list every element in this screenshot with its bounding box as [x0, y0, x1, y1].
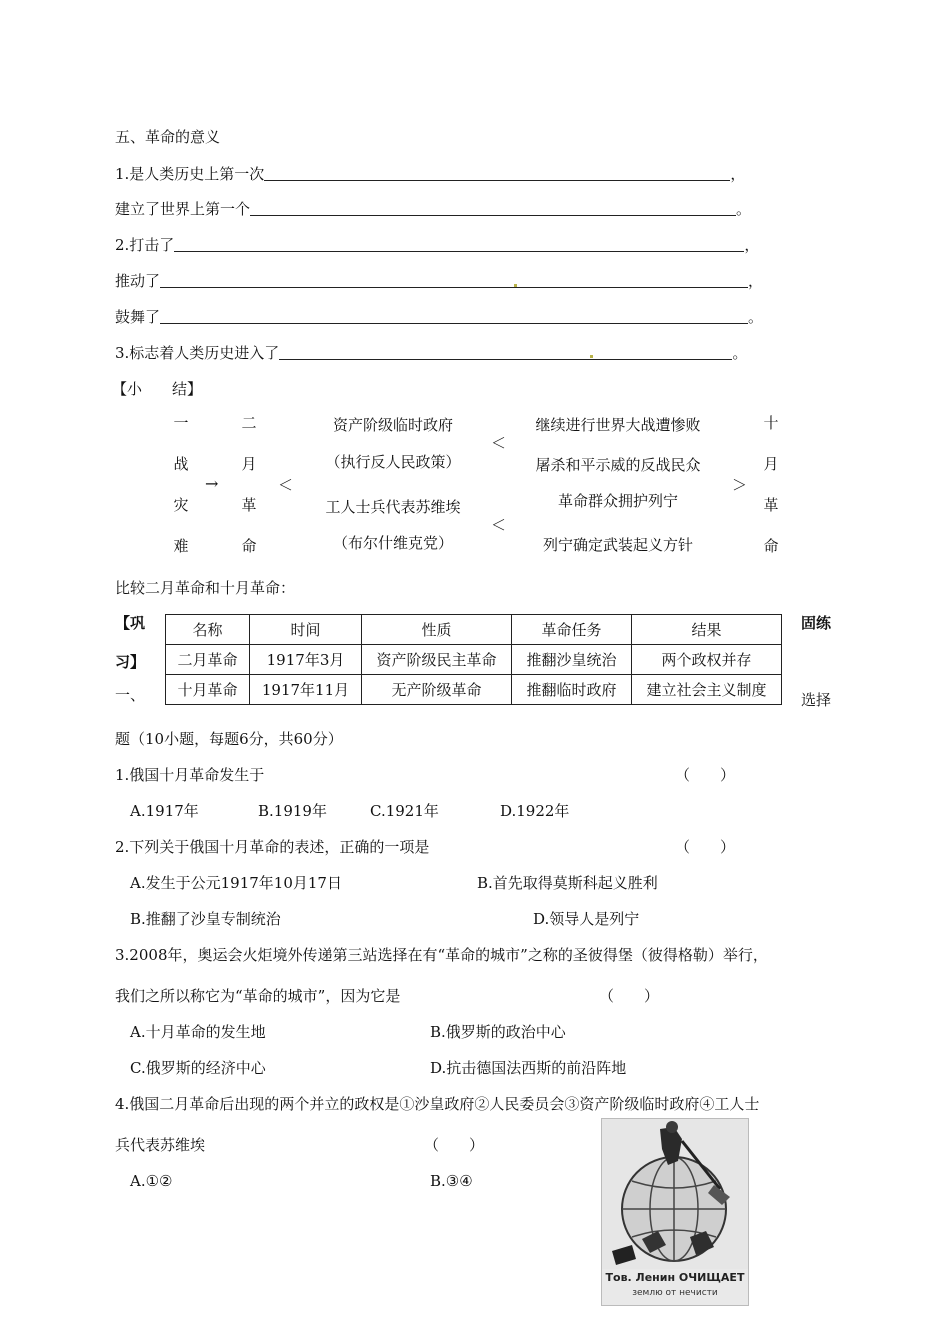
option-c[interactable]: C.1921年 — [370, 802, 439, 820]
question-2: 2.下列关于俄国十月革命的表述，正确的一项是 — [115, 838, 430, 856]
meaning-line-3 — [115, 235, 759, 255]
globe-illustration — [602, 1119, 748, 1269]
meaning-line-6 — [115, 343, 747, 363]
punct: 。 — [748, 308, 764, 326]
char: 灾 — [173, 496, 189, 514]
brace-less-than: ＜ — [278, 476, 294, 494]
branch-soviet-note: （布尔什维克党） — [332, 534, 453, 552]
table-row — [166, 645, 782, 675]
option-b[interactable]: B.首先取得莫斯科起义胜利 — [477, 874, 658, 892]
char: 命 — [763, 537, 779, 555]
compare-title: 比较二月革命和十月革命： — [115, 579, 296, 597]
option-b[interactable]: B.推翻了沙皇专制统治 — [130, 910, 281, 928]
answer-paren[interactable]: （ ） — [599, 987, 660, 1005]
reason-item: 革命群众拥护列宁 — [557, 492, 678, 510]
meaning-line-2-text: 建立了世界上第一个 — [115, 200, 251, 218]
practice-heading-right-1: 固练 — [801, 614, 832, 632]
answer-blank[interactable] — [250, 199, 736, 216]
table-cell: 1917年11月 — [250, 675, 362, 705]
answer-blank[interactable] — [160, 271, 748, 288]
table-row — [166, 675, 782, 705]
table-header: 结果 — [632, 615, 782, 645]
char: 一 — [173, 414, 189, 432]
table-cell: 无产阶级革命 — [362, 675, 512, 705]
poster-caption-2: землю от нечисти — [632, 1288, 718, 1298]
summary-heading: 【小 结】 — [112, 380, 203, 398]
option-d[interactable]: D.1922年 — [500, 802, 570, 820]
char: 十 — [763, 414, 779, 432]
char: 革 — [241, 496, 257, 514]
practice-subtitle: 题（10小题，每题6分，共60分） — [115, 730, 343, 748]
stray-mark — [590, 355, 593, 358]
meaning-line-4-text: 推动了 — [115, 272, 161, 290]
summary-col-ww1 — [171, 403, 191, 567]
question-4-line-1: 4.俄国二月革命后出现的两个并立的政权是①沙皇政府②人民委员会③资产阶级临时政府④工人士 — [115, 1095, 760, 1113]
reason-item: 继续进行世界大战遭惨败 — [535, 416, 701, 434]
punct: ， — [748, 272, 764, 290]
reason-item: 屠杀和平示威的反战民众 — [535, 456, 701, 474]
summary-col-february — [239, 403, 259, 567]
table-header-row — [166, 615, 782, 645]
table-cell: 推翻沙皇统治 — [512, 645, 632, 675]
branch-provisional-gov-note: （执行反人民政策） — [325, 453, 461, 471]
comparison-table — [165, 614, 782, 705]
meaning-line-6-text: 3.标志着人类历史进入了 — [115, 344, 280, 362]
char: 革 — [763, 496, 779, 514]
char: 二 — [241, 414, 257, 432]
option-b[interactable]: B.③④ — [430, 1172, 473, 1190]
answer-blank[interactable] — [174, 235, 744, 252]
meaning-line-2 — [115, 199, 751, 219]
brace-less-than: ＜ — [491, 434, 507, 452]
brace-greater-than: ＞ — [732, 476, 748, 494]
table-header: 性质 — [362, 615, 512, 645]
meaning-line-1-text: 1.是人类历史上第一次 — [115, 165, 265, 183]
meaning-line-1 — [115, 164, 745, 184]
char: 命 — [241, 537, 257, 555]
char: 难 — [173, 537, 189, 555]
table-cell: 建立社会主义制度 — [632, 675, 782, 705]
table-header: 时间 — [250, 615, 362, 645]
punct: 。 — [732, 344, 748, 362]
question-3-line-1: 3.2008年，奥运会火炬境外传递第三站选择在有“革命的城市”之称的圣彼得堡（彼得格勒）举行， — [115, 946, 768, 964]
table-cell: 两个政权并存 — [632, 645, 782, 675]
practice-heading-right-2: 选择 — [801, 691, 832, 709]
option-d[interactable]: D.领导人是列宁 — [533, 910, 640, 928]
table-header: 名称 — [166, 615, 250, 645]
punct: ， — [744, 236, 760, 254]
option-a[interactable]: A.1917年 — [130, 802, 199, 820]
lenin-poster-image — [601, 1118, 749, 1306]
answer-paren[interactable]: （ ） — [675, 766, 736, 784]
question-3-line-2: 我们之所以称它为“革命的城市”，因为它是 — [115, 987, 401, 1005]
punct: 。 — [736, 200, 752, 218]
char: 月 — [763, 455, 779, 473]
table-cell: 二月革命 — [166, 645, 250, 675]
char: 月 — [241, 455, 257, 473]
option-a[interactable]: A.①② — [130, 1172, 173, 1190]
option-d[interactable]: D.抗击德国法西斯的前沿阵地 — [430, 1059, 627, 1077]
summary-col-october — [761, 403, 781, 567]
poster-caption-1: Тов. Ленин ОЧИЩАЕТ — [605, 1271, 745, 1284]
brace-less-than: ＜ — [491, 516, 507, 534]
question-1: 1.俄国十月革命发生于 — [115, 766, 265, 784]
table-cell: 1917年3月 — [250, 645, 362, 675]
answer-blank[interactable] — [279, 343, 732, 360]
reason-item: 列宁确定武装起义方针 — [542, 536, 693, 554]
option-b[interactable]: B.俄罗斯的政治中心 — [430, 1023, 566, 1041]
option-a[interactable]: A.十月革命的发生地 — [130, 1023, 266, 1041]
meaning-line-4 — [115, 271, 763, 291]
meaning-line-5 — [115, 307, 763, 327]
question-4-line-2: 兵代表苏维埃 — [115, 1136, 206, 1154]
table-cell: 推翻临时政府 — [512, 675, 632, 705]
table-header: 革命任务 — [512, 615, 632, 645]
meaning-line-3-text: 2.打击了 — [115, 236, 175, 254]
practice-heading-left-2: 习】 — [115, 653, 146, 671]
arrow-right-icon: → — [205, 474, 219, 493]
answer-paren[interactable]: （ ） — [424, 1136, 485, 1154]
answer-blank[interactable] — [264, 164, 730, 181]
meaning-line-5-text: 鼓舞了 — [115, 308, 161, 326]
section-title: 五、革命的意义 — [115, 128, 221, 146]
option-b[interactable]: B.1919年 — [258, 802, 327, 820]
char: 战 — [173, 455, 189, 473]
answer-blank[interactable] — [160, 307, 748, 324]
option-a[interactable]: A.发生于公元1917年10月17日 — [130, 874, 342, 892]
practice-heading-left-3: 一、 — [115, 686, 146, 704]
stray-mark — [514, 284, 517, 287]
branch-soviet: 工人士兵代表苏维埃 — [325, 498, 461, 516]
punct: ， — [730, 165, 746, 183]
table-cell: 资产阶级民主革命 — [362, 645, 512, 675]
practice-heading-left-1: 【巩 — [115, 614, 146, 632]
table-cell: 十月革命 — [166, 675, 250, 705]
answer-paren[interactable]: （ ） — [675, 838, 736, 856]
option-c[interactable]: C.俄罗斯的经济中心 — [130, 1059, 266, 1077]
branch-provisional-gov: 资产阶级临时政府 — [332, 416, 453, 434]
